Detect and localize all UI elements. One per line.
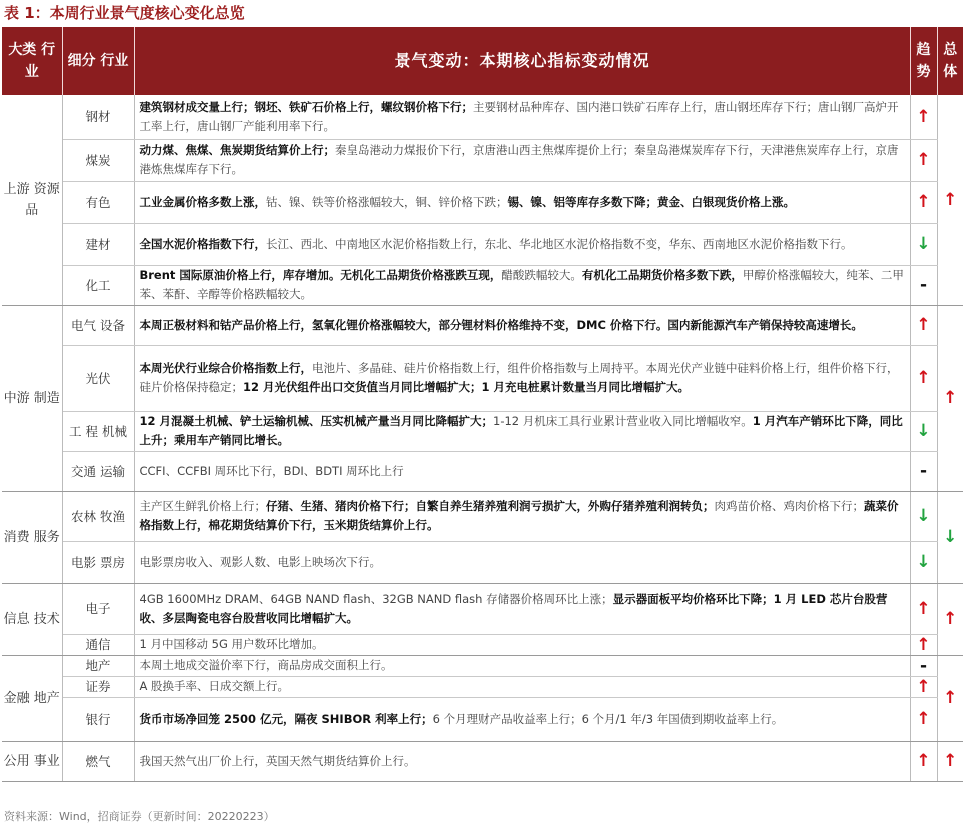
table-row [2, 265, 963, 305]
header-minor: 细分 行业 [62, 27, 134, 95]
sub-industry-cell: 交通 运输 [62, 451, 134, 491]
highlight-text: 动力煤、焦煤、焦炭期货结算价上行； [139, 143, 335, 157]
sub-industry-cell: 光伏 [62, 345, 134, 411]
table-row [2, 697, 963, 741]
source-note: 资料来源：Wind，招商证券（更新时间：20220223） [4, 810, 275, 823]
table-row [2, 411, 963, 451]
plain-text: 钴、镍、铁等价格涨幅较大，铜、锌价格下跌； [266, 194, 508, 209]
header-major: 大类 行业 [2, 27, 62, 95]
sub-industry-cell: 证券 [62, 676, 134, 697]
table-row [2, 676, 963, 697]
change-description-cell [134, 223, 910, 265]
table-title: 表 1：本周行业景气度核心变化总览 [4, 4, 245, 22]
trend-arrow-icon: ↓ [910, 541, 937, 583]
trend-arrow-icon: ↑ [910, 305, 937, 345]
plain-text: 秦皇岛港动力煤报价下行，京唐港山西主焦煤库提价上行；秦皇岛港煤炭库存下行，天津港焦炭库存上行，京唐港炼焦煤库存下行。 [139, 143, 899, 176]
change-description-cell [134, 345, 910, 411]
change-description-cell [134, 265, 910, 305]
header-row [2, 27, 963, 95]
plain-text: 电池片、多晶硅、硅片价格指数上行，组件价格指数与上周持平。本周光伏产业链中硅料价格上行，组件价格下行，硅片价格保持稳定； [139, 361, 899, 394]
table-body [2, 95, 963, 781]
trend-arrow-icon: ↑ [910, 741, 937, 781]
table-row [2, 491, 963, 541]
highlight-text: 显示器面板平均价格环比下降；1 月 LED 芯片台股营收、多层陶瓷电容台股营收同比增幅扩大。 [139, 591, 888, 625]
sub-industry-cell: 燃气 [62, 741, 134, 781]
plain-text: 醋酸跌幅较大。 [501, 268, 582, 282]
major-industry-cell: 公用 事业 [2, 741, 62, 781]
trend-arrow-icon: ↑ [910, 345, 937, 411]
change-description-cell [134, 697, 910, 741]
sub-industry-cell: 钢材 [62, 95, 134, 139]
plain-text: 主产区生鲜乳价格上行； [139, 499, 266, 513]
sub-industry-cell: 煤炭 [62, 139, 134, 181]
trend-arrow-icon: ↑ [910, 95, 937, 139]
highlight-text: 建筑钢材成交量上行；钢坯、铁矿石价格上行，螺纹钢价格下行； [139, 99, 473, 114]
change-description-cell [134, 411, 910, 451]
highlight-text: 全国水泥价格指数下行， [139, 236, 266, 251]
overall-arrow-icon: ↑ [937, 655, 963, 741]
trend-arrow-icon: ↑ [910, 634, 937, 655]
change-description-cell [134, 741, 910, 781]
sub-industry-cell: 建材 [62, 223, 134, 265]
plain-text: 肉鸡苗价格、鸡肉价格下行； [714, 499, 864, 513]
change-description-cell [134, 655, 910, 676]
plain-text: 本周土地成交溢价率下行，商品房成交面积上行。 [139, 658, 393, 672]
change-description-cell [134, 634, 910, 655]
industry-table [2, 27, 963, 782]
trend-arrow-icon: ↓ [910, 223, 937, 265]
highlight-text: 本周正极材料和钴产品价格上行，氢氧化锂价格涨幅较大，部分锂材料价格维持不变，DMC 价格下行。国内新能源汽车产销保持较高速增长。 [139, 317, 863, 332]
table-row [2, 741, 963, 781]
highlight-text: 工业金属价格多数上涨， [139, 194, 266, 209]
highlight-text: 货币市场净回笼 2500 亿元，隔夜 SHIBOR 利率上行； [139, 711, 433, 726]
change-description-cell [134, 139, 910, 181]
highlight-text: 蔬菜价格指数上行，棉花期货结算价下行，玉米期货结算价上行。 [139, 499, 899, 532]
highlight-text: Brent 国际原油价格上行，库存增加。无机化工品期货价格涨跌互现， [139, 268, 502, 282]
trend-arrow-icon: ↑ [910, 139, 937, 181]
highlight-text: 本周光伏行业综合价格指数上行， [139, 361, 312, 375]
overall-arrow-icon: ↓ [937, 491, 963, 583]
highlight-text: 仔猪、生猪、猪肉价格下行；自繁自养生猪养殖利润亏损扩大，外购仔猪养殖利润转负； [266, 499, 715, 513]
sub-industry-cell: 电子 [62, 583, 134, 634]
overall-arrow-icon: ↑ [937, 741, 963, 781]
trend-arrow-icon: - [910, 265, 937, 305]
table-row [2, 181, 963, 223]
plain-text: A 股换手率、日成交额上行。 [139, 679, 290, 693]
table-row [2, 223, 963, 265]
plain-text: 主要钢材品种库存、国内港口铁矿石库存上行，唐山钢坯库存下行；唐山钢厂高炉开工率上行，唐山钢厂产能利用率下行。 [139, 99, 899, 133]
major-industry-cell: 信息 技术 [2, 583, 62, 655]
sub-industry-cell: 电影 票房 [62, 541, 134, 583]
change-description-cell [134, 451, 910, 491]
trend-arrow-icon: ↓ [910, 491, 937, 541]
trend-arrow-icon: ↑ [910, 676, 937, 697]
trend-arrow-icon: - [910, 655, 937, 676]
header-overall: 总 体 [937, 27, 963, 95]
header-trend: 趋 势 [910, 27, 937, 95]
plain-text: 1 月中国移动 5G 用户数环比增加。 [139, 637, 324, 651]
table-row [2, 305, 963, 345]
highlight-text: 1 月汽车产销环比下降，同比上升；乘用车产销同比增长。 [139, 414, 903, 447]
plain-text: CCFI、CCFBI 周环比下行，BDI、BDTI 周环比上行 [139, 463, 404, 478]
change-description-cell [134, 541, 910, 583]
table-row [2, 139, 963, 181]
highlight-text: 有机化工品期货价格多数下跌， [581, 268, 743, 282]
overall-arrow-icon: ↑ [937, 583, 963, 655]
trend-arrow-icon: ↑ [910, 697, 937, 741]
table-row [2, 634, 963, 655]
change-description-cell [134, 305, 910, 345]
sub-industry-cell: 电气 设备 [62, 305, 134, 345]
sub-industry-cell: 地产 [62, 655, 134, 676]
overall-arrow-icon: ↑ [937, 95, 963, 305]
overall-arrow-icon: ↑ [937, 305, 963, 491]
change-description-cell [134, 491, 910, 541]
sub-industry-cell: 通信 [62, 634, 134, 655]
change-description-cell [134, 676, 910, 697]
plain-text: 我国天然气出厂价上行，英国天然气期货结算价上行。 [139, 753, 416, 768]
change-description-cell [134, 181, 910, 223]
sub-industry-cell: 工 程 机械 [62, 411, 134, 451]
major-industry-cell: 中游 制造 [2, 305, 62, 491]
trend-arrow-icon: ↓ [910, 411, 937, 451]
plain-text: 长江、西北、中南地区水泥价格指数上行，东北、华北地区水泥价格指数不变，华东、西南地区水泥价格指数下行。 [266, 236, 853, 251]
table-row [2, 655, 963, 676]
highlight-text: 12 月混凝土机械、铲土运输机械、压实机械产量当月同比降幅扩大； [139, 414, 494, 428]
trend-arrow-icon: ↑ [910, 583, 937, 634]
highlight-text: 锡、镍、铝等库存多数下降；黄金、白银现货价格上涨。 [507, 194, 795, 209]
change-description-cell [134, 95, 910, 139]
trend-arrow-icon: - [910, 451, 937, 491]
sub-industry-cell: 化工 [62, 265, 134, 305]
sub-industry-cell: 有色 [62, 181, 134, 223]
table-row [2, 95, 963, 139]
major-industry-cell: 消费 服务 [2, 491, 62, 583]
major-industry-cell: 上游 资源品 [2, 95, 62, 305]
plain-text: 4GB 1600MHz DRAM、64GB NAND flash、32GB NAND flash 存储器价格周环比上涨； [139, 591, 613, 606]
table-row [2, 451, 963, 491]
sub-industry-cell: 银行 [62, 697, 134, 741]
change-description-cell [134, 583, 910, 634]
sub-industry-cell: 农林 牧渔 [62, 491, 134, 541]
major-industry-cell: 金融 地产 [2, 655, 62, 741]
table-row [2, 541, 963, 583]
plain-text: 甲醇价格涨幅较大，纯苯、二甲苯、苯酐、辛醇等价格跌幅较大。 [139, 268, 904, 301]
plain-text: 6 个月理财产品收益率上行；6 个月/1 年/3 年国债到期收益率上行。 [432, 711, 784, 726]
trend-arrow-icon: ↑ [910, 181, 937, 223]
table-row [2, 583, 963, 634]
plain-text: 1-12 月机床工具行业累计营业收入同比增幅收窄。 [493, 414, 753, 428]
table-row [2, 345, 963, 411]
header-change: 景气变动：本期核心指标变动情况 [134, 27, 910, 95]
plain-text: 电影票房收入、观影人数、电影上映场次下行。 [139, 554, 381, 569]
highlight-text: 12 月光伏组件出口交货值当月同比增幅扩大；1 月充电桩累计数量当月同比增幅扩大。 [243, 380, 690, 394]
